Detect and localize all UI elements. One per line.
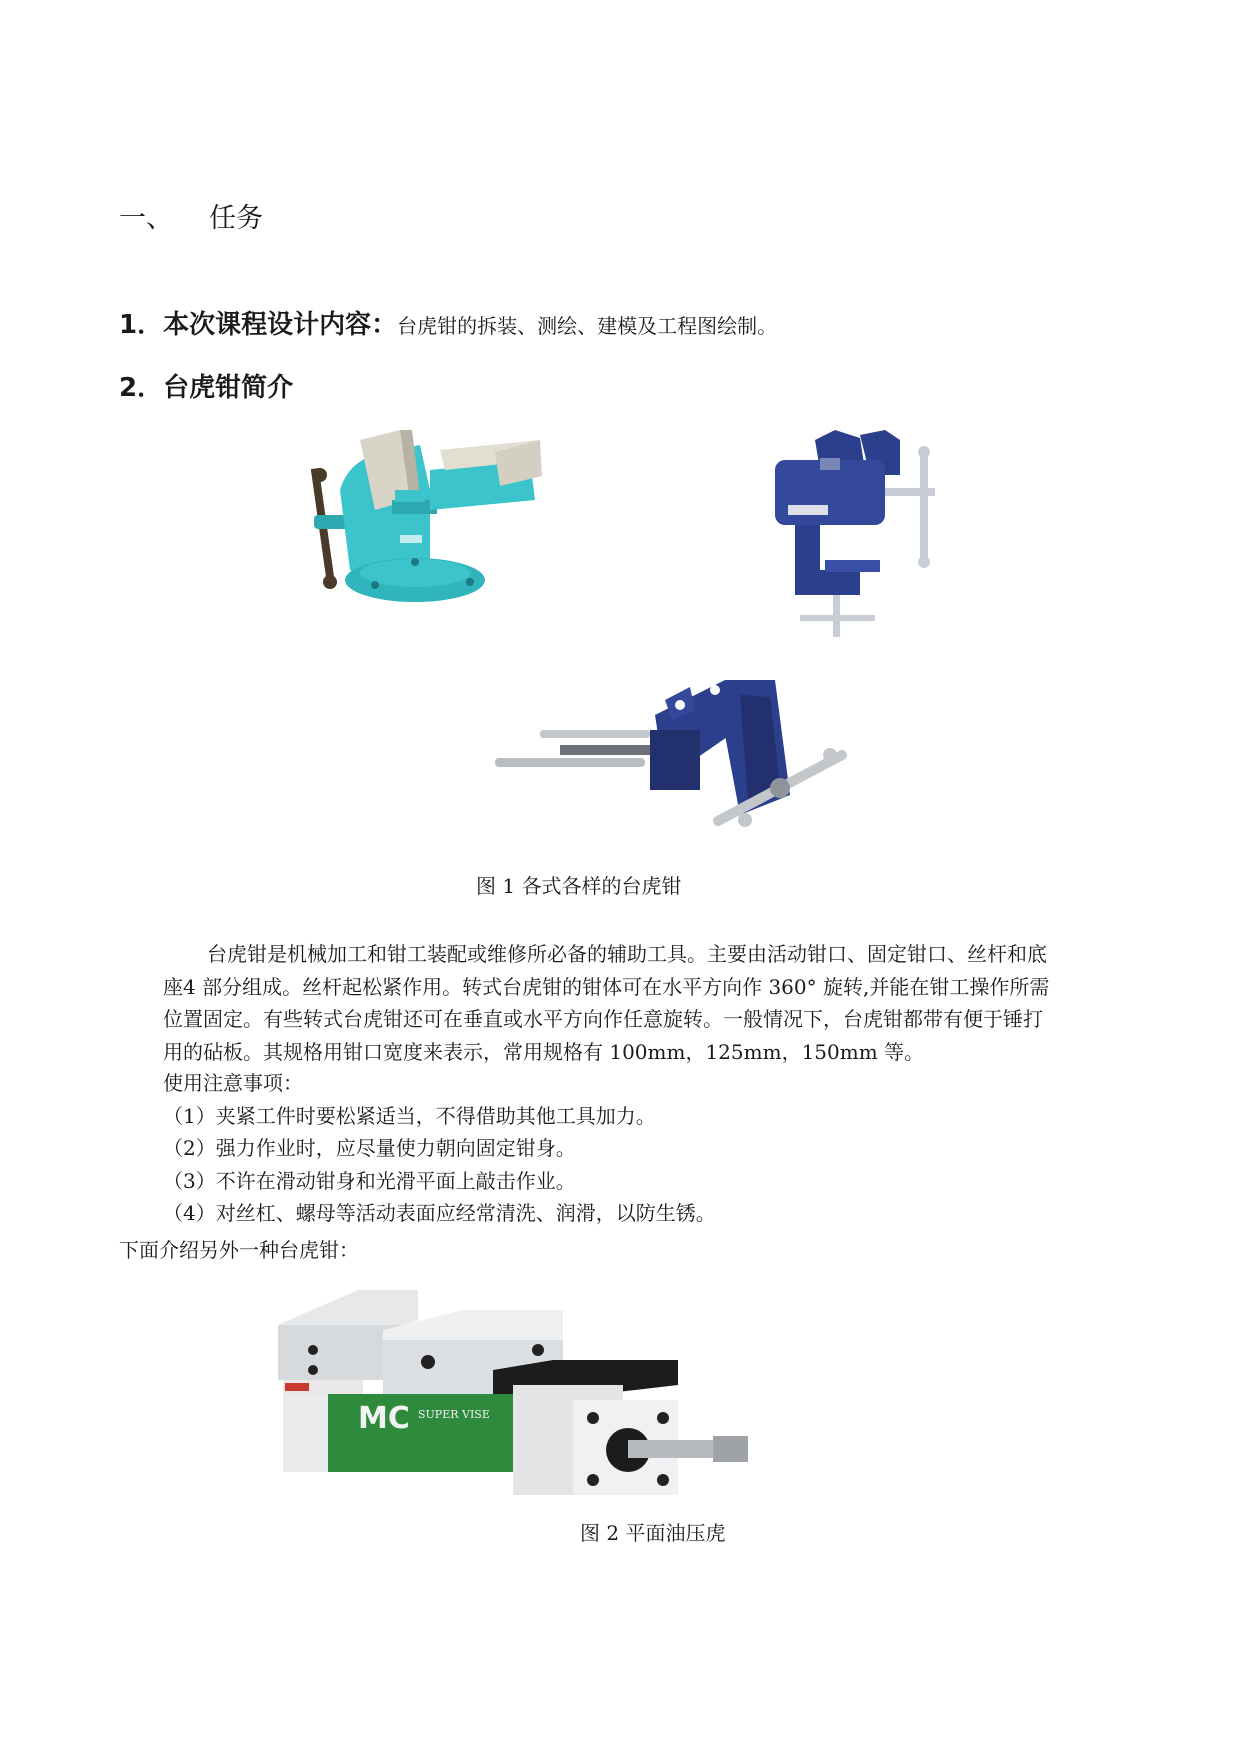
paragraph-line: 用的砧板。其规格用钳口宽度来表示，常用规格有 100mm，125mm，150mm 等。 [163,1039,925,1064]
note-item: （3）不许在滑动钳身和光滑平面上敲击作业。 [163,1168,576,1193]
section-title: 任务 [209,203,263,234]
another-vise-intro: 下面介绍另外一种台虎钳： [119,1238,359,1262]
clamp-vise-blue-image [760,430,940,645]
intro-paragraph [163,938,1123,1068]
item1-label: 1．本次课程设计内容： [119,310,398,340]
bench-vise-teal-image [300,430,600,630]
notes-heading: 使用注意事项： [163,1071,303,1095]
paragraph-line: 座4 部分组成。丝杆起松紧作用。转式台虎钳的钳体可在水平方向作 360° 旋转,并能在钳工操作所需 [163,974,1050,999]
paragraph-line: 台虎钳是机械加工和钳工装配或维修所必备的辅助工具。主要由活动钳口、固定钳口、丝杆和底 [207,942,1047,966]
item1-text: 台虎钳的拆装、测绘、建模及工程图绘制。 [397,314,778,338]
note-item: （4）对丝杠、螺母等活动表面应经常清洗、润滑，以防生锈。 [163,1201,716,1225]
item1-heading [119,304,777,341]
vise-label-text: SUPER VISE [418,1408,490,1421]
note-item: （1）夹紧工件时要松紧适当，不得借助其他工具加力。 [163,1103,656,1128]
figure2-caption: 图 2 平面油压虎 [580,1521,726,1545]
item2-heading: 2．台虎钳简介 [119,373,294,403]
figure1-caption: 图 1 各式各样的台虎钳 [476,874,682,898]
paragraph-line: 位置固定。有些转式台虎钳还可在垂直或水平方向作任意旋转。一般情况下，台虎钳都带有便于锤打 [163,1007,1043,1031]
woodworking-vise-blue-image [490,675,865,840]
note-item: （2）强力作业时，应尽量使力朝向固定钳身。 [163,1136,576,1160]
notes-list [163,1067,716,1230]
section-number: 一、 [119,203,173,234]
hydraulic-vise-image [268,1290,758,1515]
section-heading [119,196,263,235]
vise-brand-text: MC [358,1401,410,1436]
